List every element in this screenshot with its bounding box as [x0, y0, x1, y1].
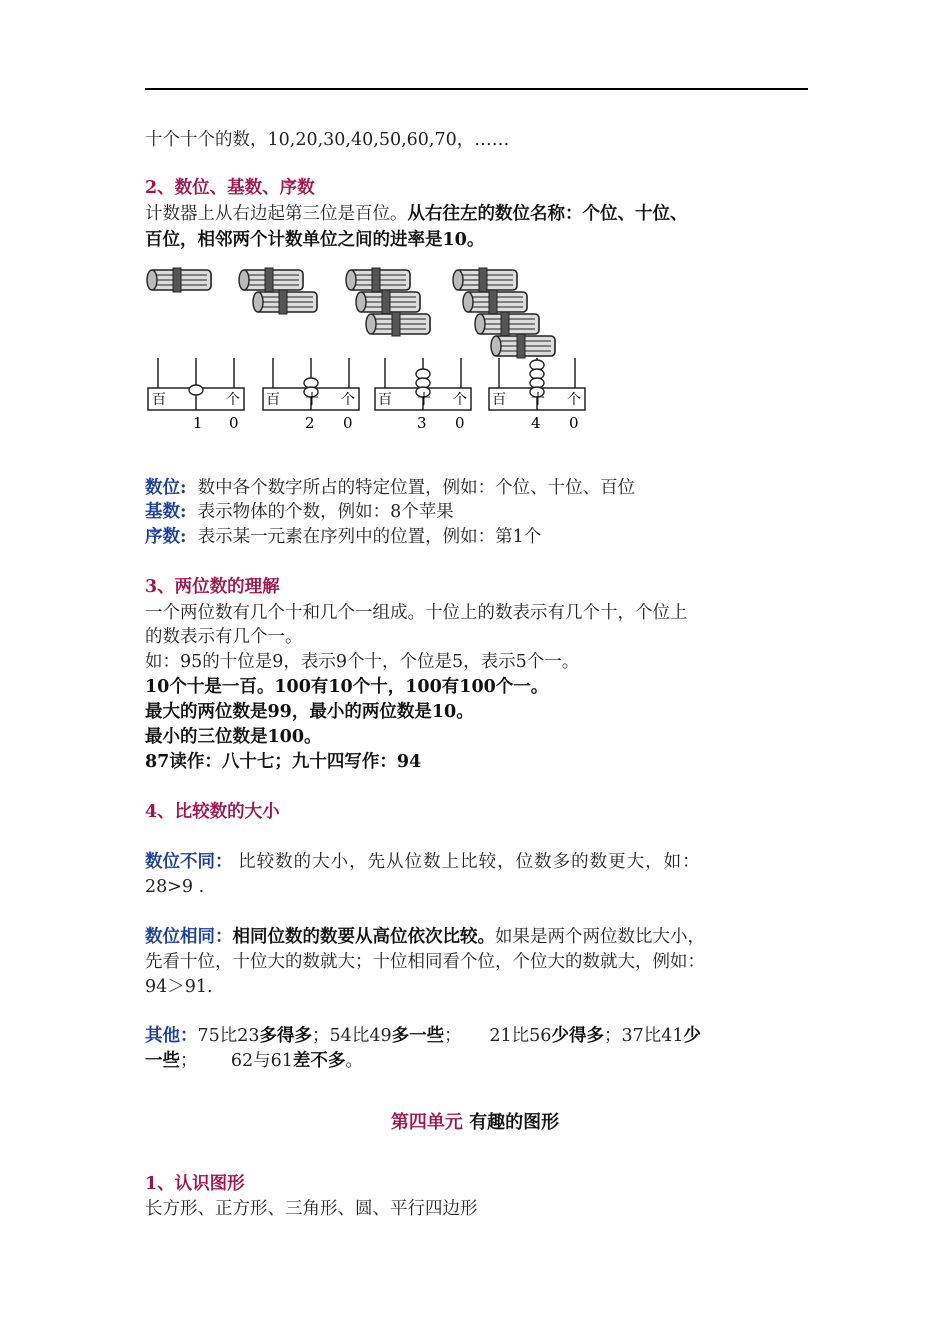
section-3-bold-4: 87读作：八十七；九十四写作：94: [145, 752, 422, 772]
abacus-label-hundreds: 百: [492, 392, 506, 408]
abacus-label-ones: 个: [341, 392, 355, 408]
section-4-heading: 4、比较数的大小: [145, 802, 280, 822]
ten-bundle-icon: [253, 290, 317, 314]
ten-bundle-icon: [356, 290, 420, 314]
abacus-illustration: [143, 262, 593, 437]
abacus-digit-tens: 1: [193, 414, 203, 432]
abacus-digit-ones: 0: [569, 414, 579, 432]
section-2-paragraph-line-1: 计数器上从右边起第三位是百位。从右往左的数位名称：个位、十位、: [145, 204, 688, 224]
ten-bundle-icon: [453, 268, 517, 292]
compare-different-digits-line-2: 28>9 .: [145, 877, 205, 897]
abacus-bead: [189, 385, 203, 395]
section-3-heading: 3、两位数的理解: [145, 577, 280, 597]
ten-bundle-icon: [346, 268, 410, 292]
ten-bundle-icon: [366, 312, 430, 336]
abacus-group-4: [453, 268, 585, 432]
unit-4-section-1-heading: 1、认识图形: [145, 1174, 245, 1194]
abacus-label-ones: 个: [226, 392, 240, 408]
abacus-digit-ones: 0: [455, 414, 465, 432]
abacus-label-tens: 十: [531, 392, 545, 408]
definition-ordinal: 序数: 表示某一元素在序列中的位置，例如：第1个: [145, 527, 542, 547]
abacus-label-tens: 十: [305, 392, 319, 408]
ten-bundle-icon: [491, 334, 555, 358]
compare-other-line-2: 一些； 62与61差不多。: [145, 1051, 363, 1071]
abacus-label-tens: 十: [417, 392, 431, 408]
abacus-digit-tens: 2: [305, 414, 315, 432]
compare-different-digits: 数位不同： 比较数的大小，先从位数上比较，位数多的数更大，如：: [145, 852, 701, 872]
abacus-digit-tens: 3: [417, 414, 427, 432]
ten-bundle-icon: [147, 268, 211, 292]
abacus-group-1: [147, 268, 244, 432]
section-3-bold-3: 最小的三位数是100。: [145, 727, 322, 747]
header-rule: [145, 88, 808, 90]
tens-counting-line: 十个十个的数，10,20,30,40,50,60,70，……: [145, 130, 510, 150]
section-3-line-2: 的数表示有几个一。: [145, 627, 303, 647]
abacus-group-2: [239, 268, 359, 432]
ten-bundle-icon: [475, 312, 539, 336]
section-3-bold-1: 10个十是一百。100有10个十，100有100个一。: [145, 677, 549, 697]
abacus-label-hundreds: 百: [266, 392, 280, 408]
abacus-digit-tens: 4: [531, 414, 541, 432]
definition-cardinal: 基数: 表示物体的个数，例如：8个苹果: [145, 502, 454, 522]
abacus-digit-ones: 0: [343, 414, 353, 432]
section-3-line-1: 一个两位数有几个十和几个一组成。十位上的数表示有几个十，个位上: [145, 603, 688, 623]
unit-4-title: 第四单元 有趣的图形: [390, 1112, 560, 1133]
section-3-example: 如：95的十位是9，表示9个十，个位是5，表示5个一。: [145, 652, 580, 672]
definition-place-value: 数位: 数中各个数字所占的特定位置，例如：个位、十位、百位: [145, 478, 636, 498]
abacus-digit-ones: 0: [229, 414, 239, 432]
compare-other-line-1: 其他：75比23多得多；54比49多一些； 21比56少得多；37比41少: [145, 1026, 701, 1046]
abacus-label-ones: 个: [453, 392, 467, 408]
abacus-label-hundreds: 百: [378, 392, 392, 408]
section-2-paragraph-line-2: 百位，相邻两个计数单位之间的进率是10。: [145, 230, 485, 250]
unit-4-section-1-text: 长方形、正方形、三角形、圆、平行四边形: [145, 1199, 478, 1219]
ten-bundle-icon: [463, 290, 527, 314]
compare-same-digits-line-3: 94＞91.: [145, 977, 213, 997]
abacus-label-hundreds: 百: [152, 392, 166, 408]
abacus-label-ones: 个: [567, 392, 581, 408]
section-2-heading: 2、数位、基数、序数: [145, 178, 315, 198]
compare-same-digits: 数位相同：相同位数的数要从高位依次比较。如果是两个两位数比大小，: [145, 927, 705, 947]
compare-same-digits-line-2: 先看十位，十位大的数就大；十位相同看个位，个位大的数就大，例如：: [145, 952, 705, 972]
ten-bundle-icon: [239, 268, 303, 292]
abacus-group-3: [346, 268, 471, 432]
section-3-bold-2: 最大的两位数是99，最小的两位数是10。: [145, 702, 474, 722]
